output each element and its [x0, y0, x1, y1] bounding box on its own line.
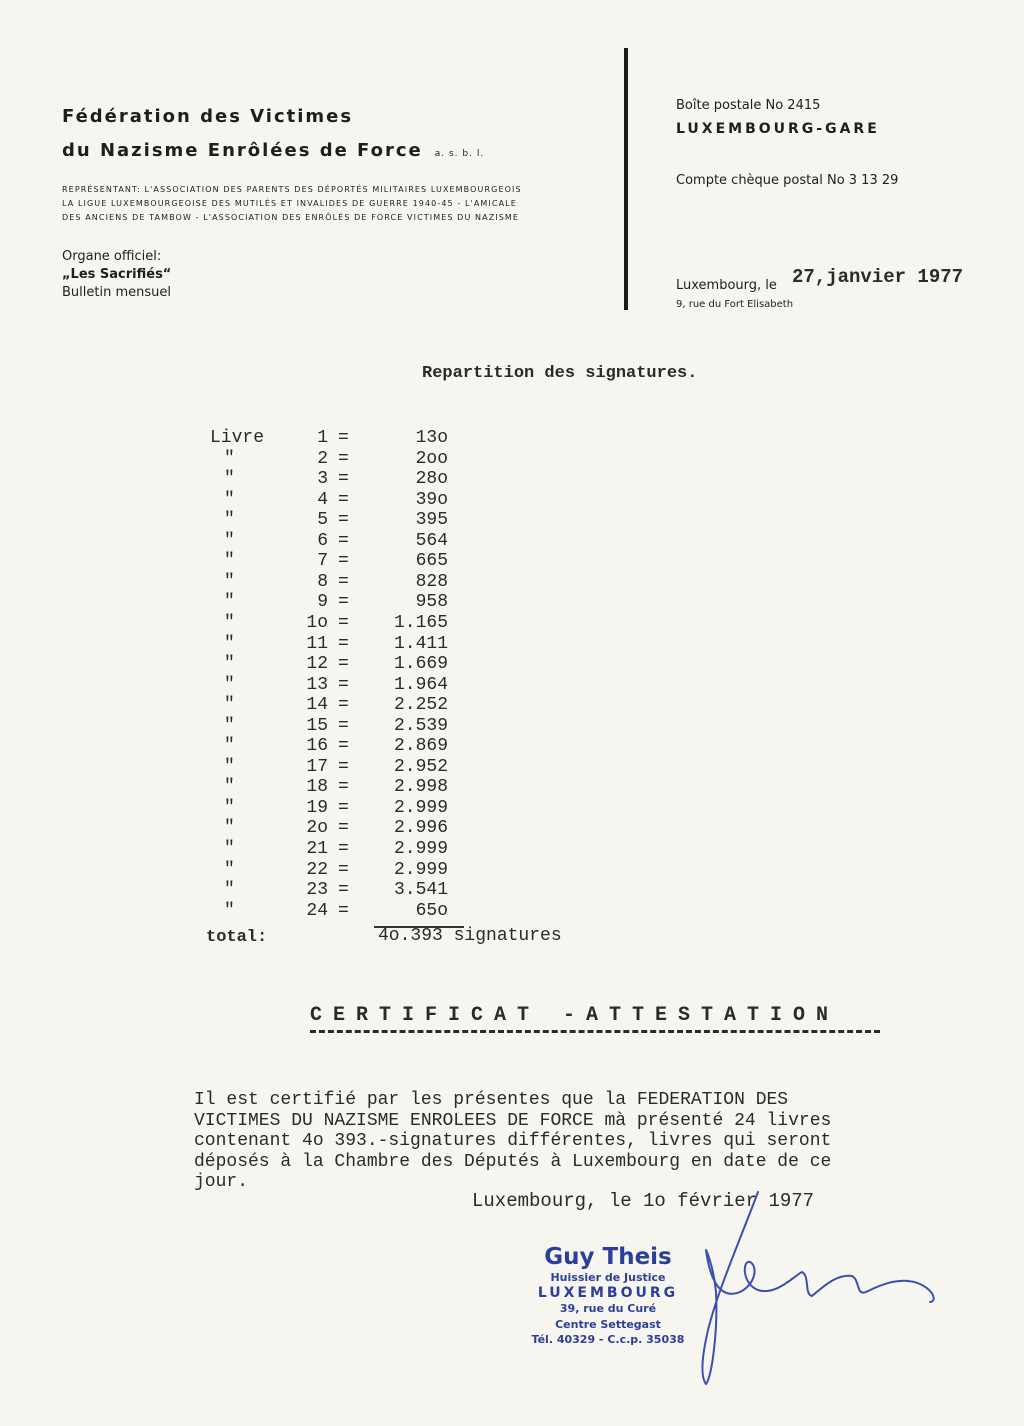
row-value: 28o: [415, 469, 448, 490]
table-row: [210, 428, 470, 448]
row-number: 1o: [306, 612, 328, 633]
table-row: [210, 654, 470, 674]
row-number: 8: [317, 571, 328, 592]
row-equals: =: [338, 797, 349, 818]
row-number: 5: [317, 510, 328, 531]
certificate-line: VICTIMES DU NAZISME ENROLEES DE FORCE mà présenté 24 livres: [194, 1110, 832, 1131]
row-equals: =: [338, 859, 349, 880]
row-number: 17: [306, 756, 328, 777]
table-row: [210, 551, 470, 571]
row-label: ": [224, 797, 235, 818]
row-number: 23: [306, 880, 328, 901]
boite-postale: Boîte postale No 2415: [676, 98, 821, 113]
table-row: [210, 469, 470, 489]
certificate-heading: CERTIFICAT -ATTESTATION: [310, 1004, 840, 1027]
table-row: [210, 531, 470, 551]
row-equals: =: [338, 818, 349, 839]
row-number: 24: [306, 900, 328, 921]
row-value: 1.411: [393, 633, 448, 654]
row-value: 2.998: [393, 777, 448, 798]
row-number: 6: [317, 530, 328, 551]
row-number: 19: [306, 797, 328, 818]
row-label: ": [224, 592, 235, 613]
federation-name-line1: Fédération des Victimes: [62, 106, 354, 127]
organe-name: „Les Sacrifiés“: [62, 267, 172, 282]
row-value: 958: [415, 592, 448, 613]
row-equals: =: [338, 633, 349, 654]
row-number: 16: [306, 736, 328, 757]
row-number: 18: [306, 777, 328, 798]
table-row: [210, 716, 470, 736]
row-equals: =: [338, 428, 349, 448]
representant-block: [62, 183, 622, 225]
certificate-line: jour.: [194, 1172, 249, 1192]
row-value: 2.999: [393, 859, 448, 880]
row-value: 13o: [415, 428, 448, 448]
organe-block: [62, 248, 171, 302]
signed-place-date: Luxembourg, le 1o février 1977: [472, 1190, 815, 1212]
row-label: ": [224, 633, 235, 654]
row-number: 2: [317, 448, 328, 469]
row-equals: =: [338, 674, 349, 695]
row-label: ": [224, 612, 235, 633]
row-value: 2.999: [393, 797, 448, 818]
total-label: total:: [206, 928, 268, 947]
row-value: 2.996: [393, 818, 448, 839]
table-row: [210, 490, 470, 510]
stamp-title: Huissier de Justice: [550, 1271, 666, 1284]
table-row: [210, 818, 470, 838]
stamp-phone: Tél. 40329 - C.c.p. 35038: [531, 1333, 685, 1346]
total-value: 4o.393 signatures: [378, 926, 562, 946]
row-equals: =: [338, 489, 349, 510]
row-label: Livre: [210, 428, 265, 448]
letter-date: 27,janvier 1977: [792, 266, 964, 288]
letterhead-divider: [624, 48, 628, 310]
row-number: 3: [317, 469, 328, 490]
table-row: [210, 777, 470, 797]
row-value: 828: [415, 571, 448, 592]
certificate-line: contenant 4o 393.-signatures différentes, livres qui seront: [194, 1131, 832, 1151]
row-label: ": [224, 654, 235, 675]
row-value: 1.165: [393, 612, 448, 633]
luxembourg-gare: LUXEMBOURG-GARE: [676, 121, 880, 137]
row-label: ": [224, 571, 235, 592]
row-number: 22: [306, 859, 328, 880]
row-equals: =: [338, 530, 349, 551]
row-value: 39o: [415, 489, 448, 510]
certificate-text: [194, 1090, 964, 1193]
organe-label: Organe officiel:: [62, 249, 162, 264]
table-row: [210, 798, 470, 818]
row-value: 2.252: [393, 695, 448, 716]
row-value: 2.869: [393, 736, 448, 757]
certificate-line: déposés à la Chambre des Députés à Luxembourg en date de ce: [194, 1151, 832, 1172]
row-number: 21: [306, 839, 328, 859]
row-number: 4: [317, 489, 328, 510]
table-row: [210, 757, 470, 777]
table-row: [210, 736, 470, 756]
table-row: [210, 839, 470, 859]
document-title: Repartition des signatures.: [422, 364, 698, 383]
signature-icon: [590, 1180, 950, 1390]
row-equals: =: [338, 469, 349, 490]
row-number: 12: [306, 654, 328, 675]
row-equals: =: [338, 777, 349, 798]
row-label: ": [224, 777, 235, 798]
row-value: 1.964: [393, 674, 448, 695]
place-label: Luxembourg, le: [676, 278, 777, 293]
row-value: 564: [415, 530, 448, 551]
row-number: 2o: [306, 818, 328, 839]
row-label: ": [224, 489, 235, 510]
stamp-name: Guy Theis: [544, 1244, 672, 1270]
row-value: 2oo: [415, 448, 448, 469]
row-value: 665: [415, 551, 448, 572]
table-row: [210, 695, 470, 715]
row-equals: =: [338, 448, 349, 469]
row-label: ": [224, 469, 235, 490]
row-label: ": [224, 880, 235, 901]
table-row: [210, 592, 470, 612]
stamp-street: 39, rue du Curé: [559, 1302, 657, 1315]
address: 9, rue du Fort Elisabeth: [676, 299, 794, 310]
row-label: ": [224, 551, 235, 572]
row-label: ": [224, 818, 235, 839]
row-equals: =: [338, 715, 349, 736]
certificate-underline: [310, 1030, 880, 1035]
federation-name-line2-text: du Nazisme Enrôlées de Force: [62, 140, 423, 161]
table-row: [210, 675, 470, 695]
row-label: ": [224, 448, 235, 469]
table-row: [210, 510, 470, 530]
row-number: 9: [317, 592, 328, 613]
table-row: [210, 860, 470, 880]
table-row: [210, 449, 470, 469]
row-value: 1.669: [393, 654, 448, 675]
row-label: ": [224, 900, 235, 921]
row-number: 1: [317, 428, 328, 448]
row-equals: =: [338, 654, 349, 675]
row-equals: =: [338, 736, 349, 757]
row-value: 2.539: [393, 715, 448, 736]
row-label: ": [224, 715, 235, 736]
row-number: 14: [306, 695, 328, 716]
row-label: ": [224, 695, 235, 716]
row-number: 7: [317, 551, 328, 572]
table-row: [210, 880, 470, 900]
row-equals: =: [338, 571, 349, 592]
row-equals: =: [338, 551, 349, 572]
row-equals: =: [338, 612, 349, 633]
row-equals: =: [338, 510, 349, 531]
row-value: 3.541: [393, 880, 448, 901]
row-equals: =: [338, 592, 349, 613]
row-value: 65o: [415, 900, 448, 921]
row-equals: =: [338, 839, 349, 859]
row-value: 395: [415, 510, 448, 531]
row-label: ": [224, 510, 235, 531]
representant-line: DES ANCIENS DE TAMBOW - L'ASSOCIATION DES ENRÔLÉS DE FORCE VICTIMES DU NAZISME: [62, 213, 520, 222]
representant-line: REPRÉSENTANT: L'ASSOCIATION DES PARENTS DES DÉPORTÉS MILITAIRES LUXEMBOURGEOIS: [62, 185, 522, 194]
row-number: 13: [306, 674, 328, 695]
table-row: [210, 634, 470, 654]
row-label: ": [224, 859, 235, 880]
table-row: [210, 572, 470, 592]
stamp-city: LUXEMBOURG: [537, 1284, 679, 1301]
row-number: 15: [306, 715, 328, 736]
row-label: ": [224, 839, 235, 859]
representant-line: LA LIGUE LUXEMBOURGEOISE DES MUTILÉS ET INVALIDES DE GUERRE 1940-45 - L'AMICALE: [62, 199, 517, 208]
row-number: 11: [306, 633, 328, 654]
compte-cheque: Compte chèque postal No 3 13 29: [676, 173, 899, 188]
federation-name-line2: [62, 140, 484, 161]
row-label: ": [224, 674, 235, 695]
row-equals: =: [338, 900, 349, 921]
row-label: ": [224, 530, 235, 551]
table-row: [210, 613, 470, 633]
certificate-line: Il est certifié par les présentes que la FEDERATION DES: [194, 1090, 789, 1110]
row-equals: =: [338, 880, 349, 901]
row-equals: =: [338, 756, 349, 777]
asbl-label: a. s. b. l.: [434, 149, 485, 159]
table-row: [210, 901, 470, 921]
stamp-centre: Centre Settegast: [555, 1317, 661, 1331]
row-value: 2.999: [393, 839, 448, 859]
row-label: ": [224, 736, 235, 757]
row-label: ": [224, 756, 235, 777]
row-equals: =: [338, 695, 349, 716]
organe-sub: Bulletin mensuel: [62, 285, 171, 300]
row-value: 2.952: [393, 756, 448, 777]
